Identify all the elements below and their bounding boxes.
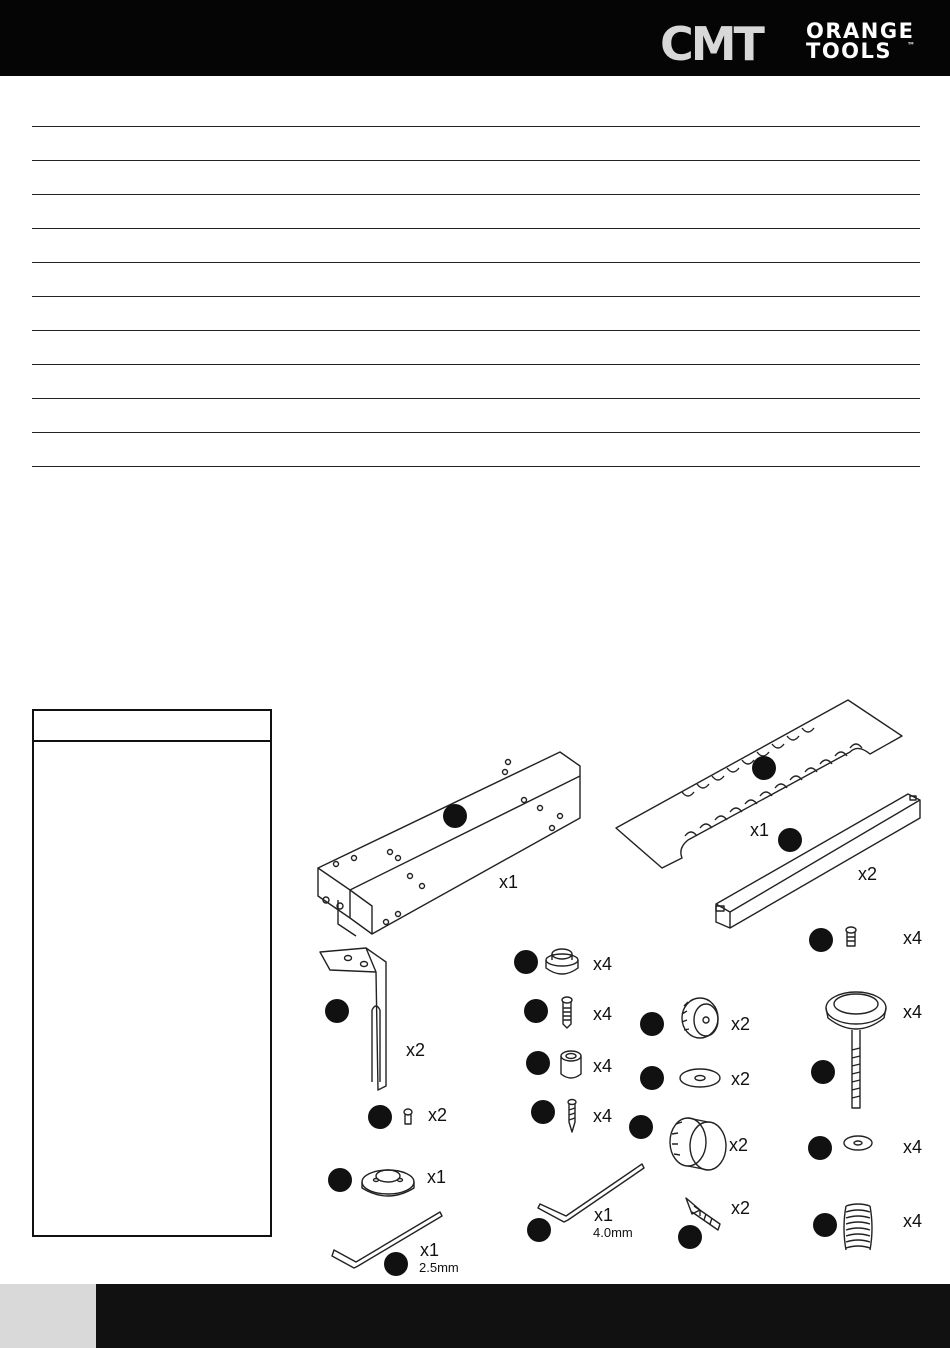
parts-diagram-svg bbox=[290, 690, 950, 1280]
callout-marker bbox=[640, 1066, 664, 1090]
parts-list-header bbox=[34, 711, 270, 742]
wood-screw-part bbox=[568, 1100, 576, 1133]
qty-label: x1 bbox=[427, 1167, 447, 1187]
qty-label: x1 bbox=[499, 872, 519, 892]
table-rule bbox=[32, 398, 920, 399]
callout-marker bbox=[527, 1218, 551, 1242]
washer-middle-part bbox=[680, 1069, 720, 1087]
callout-marker bbox=[368, 1105, 392, 1129]
callout-marker bbox=[678, 1225, 702, 1249]
parts-list-box bbox=[32, 709, 272, 1237]
short-screw-part bbox=[404, 1109, 412, 1124]
callout-marker bbox=[813, 1213, 837, 1237]
qty-label: x1 bbox=[420, 1240, 440, 1260]
brand-word-tools: TOOLS bbox=[806, 39, 893, 63]
callout-marker bbox=[809, 928, 833, 952]
qty-label: x2 bbox=[729, 1135, 749, 1155]
washer-right-part bbox=[844, 1136, 872, 1150]
cap-part bbox=[546, 949, 578, 974]
callout-marker bbox=[384, 1252, 408, 1276]
small-knob-part bbox=[682, 998, 718, 1038]
trademark-symbol: ™ bbox=[907, 41, 915, 50]
callout-marker bbox=[629, 1115, 653, 1139]
large-knob-part bbox=[670, 1118, 726, 1170]
long-screw-part bbox=[562, 997, 572, 1028]
qty-label: x2 bbox=[731, 1014, 751, 1034]
qty-label: x4 bbox=[593, 1056, 613, 1076]
qty-label: x4 bbox=[593, 954, 613, 974]
size-label: 4.0mm bbox=[593, 1225, 633, 1240]
table-rule bbox=[32, 228, 920, 229]
hex-key-large-part bbox=[538, 1164, 644, 1222]
brand-word-orange: ORANGE bbox=[806, 19, 915, 43]
callout-marker bbox=[811, 1060, 835, 1084]
callout-marker bbox=[752, 756, 776, 780]
qty-label: x4 bbox=[903, 928, 923, 948]
callout-marker bbox=[640, 1012, 664, 1036]
parts-diagram bbox=[290, 690, 950, 1280]
callout-marker bbox=[514, 950, 538, 974]
qty-label: x2 bbox=[731, 1198, 751, 1218]
table-rule bbox=[32, 296, 920, 297]
t-knob-part bbox=[826, 992, 886, 1108]
callout-marker bbox=[531, 1100, 555, 1124]
qty-label: x2 bbox=[731, 1069, 751, 1089]
qty-label: x4 bbox=[903, 1137, 923, 1157]
callout-marker bbox=[778, 828, 802, 852]
qty-label: x4 bbox=[903, 1002, 923, 1022]
qty-label: x1 bbox=[594, 1205, 614, 1225]
small-screw-right-part bbox=[846, 927, 856, 946]
qty-label: x1 bbox=[750, 820, 770, 840]
qty-label: x2 bbox=[428, 1105, 448, 1125]
table-rule bbox=[32, 330, 920, 331]
table-rule bbox=[32, 364, 920, 365]
qty-label: x2 bbox=[406, 1040, 426, 1060]
table-rule bbox=[32, 160, 920, 161]
svg-text:CMT: CMT bbox=[660, 20, 762, 64]
cmt-logo-mark bbox=[660, 20, 796, 64]
square-bar-part bbox=[716, 794, 920, 928]
base-channel-part bbox=[318, 752, 580, 936]
size-label: 2.5mm bbox=[419, 1260, 459, 1275]
table-rule bbox=[32, 262, 920, 263]
callout-marker bbox=[524, 999, 548, 1023]
callout-marker bbox=[328, 1168, 352, 1192]
disc-part bbox=[362, 1170, 414, 1196]
qty-label: x2 bbox=[858, 864, 878, 884]
cmt-logo bbox=[660, 20, 922, 68]
qty-label: x4 bbox=[593, 1106, 613, 1126]
page-number-tab bbox=[0, 1284, 96, 1348]
header-bar bbox=[0, 0, 950, 76]
callout-marker bbox=[443, 804, 467, 828]
table-rule bbox=[32, 126, 920, 127]
table-rule bbox=[32, 194, 920, 195]
footer-bar bbox=[0, 1284, 950, 1348]
callout-marker bbox=[526, 1051, 550, 1075]
table-rule bbox=[32, 432, 920, 433]
qty-label: x4 bbox=[593, 1004, 613, 1024]
qty-label: x4 bbox=[903, 1211, 923, 1231]
callout-marker bbox=[808, 1136, 832, 1160]
spring-part bbox=[844, 1204, 872, 1250]
template-plate-part bbox=[616, 700, 902, 868]
table-rule bbox=[32, 466, 920, 467]
sleeve-part bbox=[561, 1051, 581, 1078]
callout-marker bbox=[325, 999, 349, 1023]
